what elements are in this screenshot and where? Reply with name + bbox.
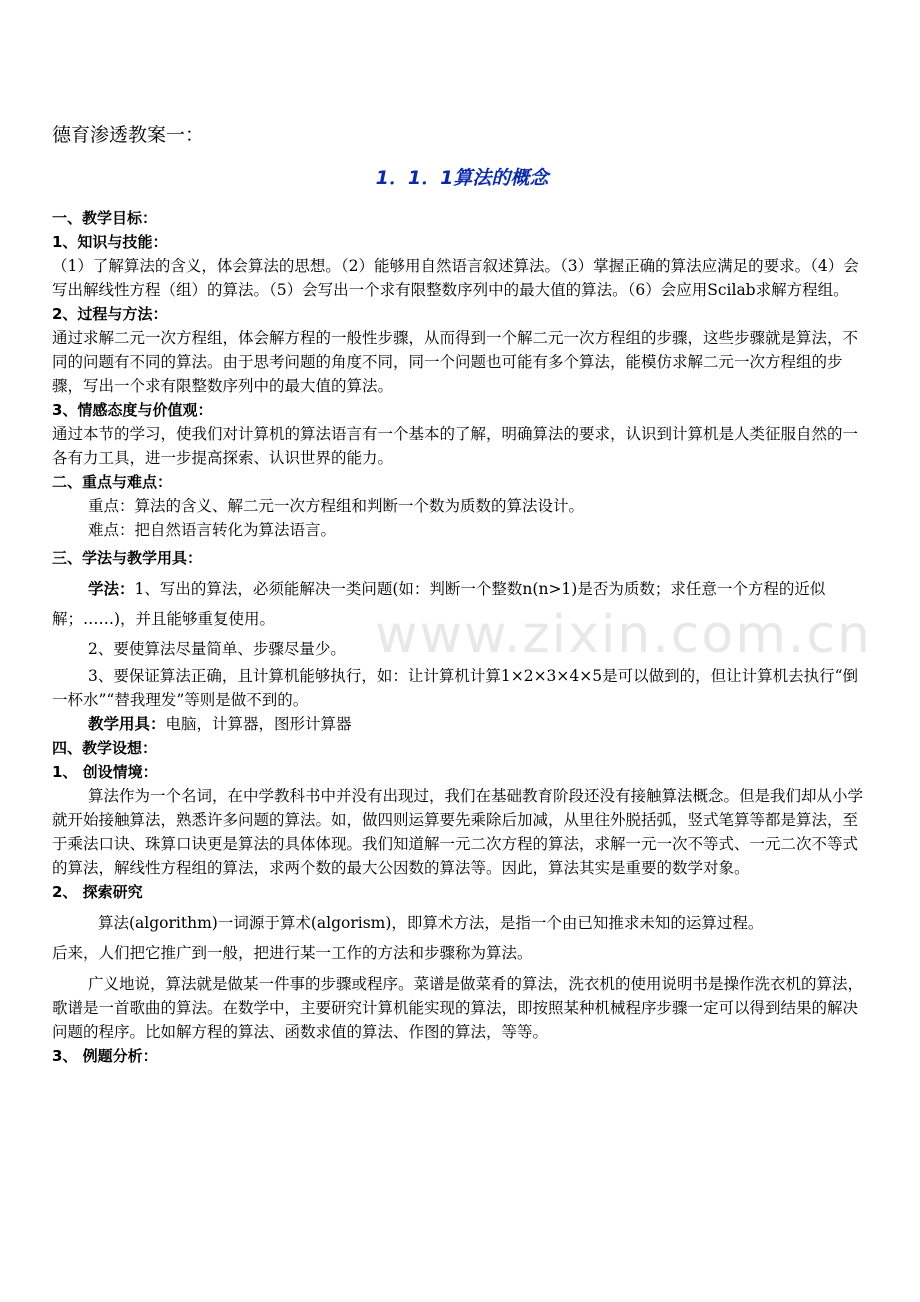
- section-2-heading: 二、重点与难点：: [52, 473, 173, 491]
- context-heading: 1、 创设情境：: [52, 763, 158, 781]
- explore-text-3: 广义地说，算法就是做某一件事的步骤或程序。菜谱是做菜肴的算法，洗衣机的使用说明书是操作洗衣机的算法，歌谱是一首歌曲的算法。在数学中，主要研究计算机能实现的算法，即按照某种机械程序步骤一定可以得到结果的解决问题的程序。比如解方程的算法、函数求值的算法、作图的算法，等等。: [52, 975, 864, 1041]
- explore-heading: 2、 探索研究: [52, 883, 143, 901]
- key-point: 重点：算法的含义、解二元一次方程组和判断一个数为质数的算法设计。: [88, 497, 585, 515]
- knowledge-text: （1）了解算法的含义，体会算法的思想。（2）能够用自然语言叙述算法。（3）掌握正确的算法应满足的要求。（4）会写出解线性方程（组）的算法。（5）会写出一个求有限整数序列中的最大值的算法。（6）会应用Scilab求解方程组。: [52, 257, 859, 299]
- section-4-heading: 四、教学设想：: [52, 739, 158, 757]
- watermark-text: www.zixin.com.cn: [375, 605, 872, 665]
- explore-text-1: 算法(algorithm)一词源于算术(algorism)，即算术方法，是指一个由已知推求未知的运算过程。: [98, 914, 764, 932]
- document-header: 德育渗透教案一：: [52, 124, 205, 146]
- tools-label: 教学用具：: [88, 715, 166, 733]
- method-3: 3、要保证算法正确，且计算机能够执行，如：让计算机计算1×2×3×4×5是可以做到的，但让计算机去执行“倒一杯水”“替我理发”等则是做不到的。: [52, 667, 859, 709]
- explore-text-2: 后来，人们把它推广到一般，把进行某一工作的方法和步骤称为算法。: [52, 944, 533, 962]
- context-text: 算法作为一个名词，在中学教科书中并没有出现过，我们在基础教育阶段还没有接触算法概念。但是我们却从小学就开始接触算法，熟悉许多问题的算法。如，做四则运算要先乘除后加减，从里往外脱括弧，竖式笔算等都是算法，至于乘法口诀、珠算口诀更是算法的具体体现。我们知道解一元二次方程的算法，求解一元一次不等式、一元二次不等式的算法，解线性方程组的算法，求两个数的最大公因数的算法等。因此，算法其实是重要的数学对象。: [52, 787, 864, 877]
- emotion-text: 通过本节的学习，使我们对计算机的算法语言有一个基本的了解，明确算法的要求，认识到计算机是人类征服自然的一各有力工具，进一步提高探索、认识世界的能力。: [52, 425, 859, 467]
- method-label: 学法：: [88, 580, 135, 598]
- lesson-title: 1．1．1算法的概念: [375, 167, 549, 189]
- method-2: 2、要使算法尽量简单、步骤尽量少。: [88, 640, 346, 658]
- tools-text: 电脑，计算器，图形计算器: [165, 715, 352, 733]
- method-1: [52, 574, 872, 634]
- tools: [52, 712, 872, 736]
- document-page: [52, 120, 872, 1068]
- section-1-heading: 一、教学目标：: [52, 209, 158, 227]
- section-3-heading: 三、学法与教学用具：: [52, 549, 203, 567]
- example-heading: 3、 例题分析：: [52, 1047, 158, 1065]
- process-text: 通过求解二元一次方程组，体会解方程的一般性步骤，从而得到一个解二元一次方程组的步骤，这些步骤就是算法，不同的问题有不同的算法。由于思考问题的角度不同，同一个问题也可能有多个算法，能模仿求解二元一次方程组的步骤，写出一个求有限整数序列中的最大值的算法。: [52, 329, 859, 395]
- emotion-heading: 3、情感态度与价值观：: [52, 401, 213, 419]
- knowledge-heading: 1、知识与技能：: [52, 233, 168, 251]
- process-heading: 2、过程与方法：: [52, 305, 168, 323]
- method-1-text: 1、写出的算法，必须能解决一类问题(如：判断一个整数n(n>1)是否为质数；求任意一个方程的近似解；……)，并且能够重复使用。: [52, 580, 826, 628]
- difficult-point: 难点：把自然语言转化为算法语言。: [88, 521, 337, 539]
